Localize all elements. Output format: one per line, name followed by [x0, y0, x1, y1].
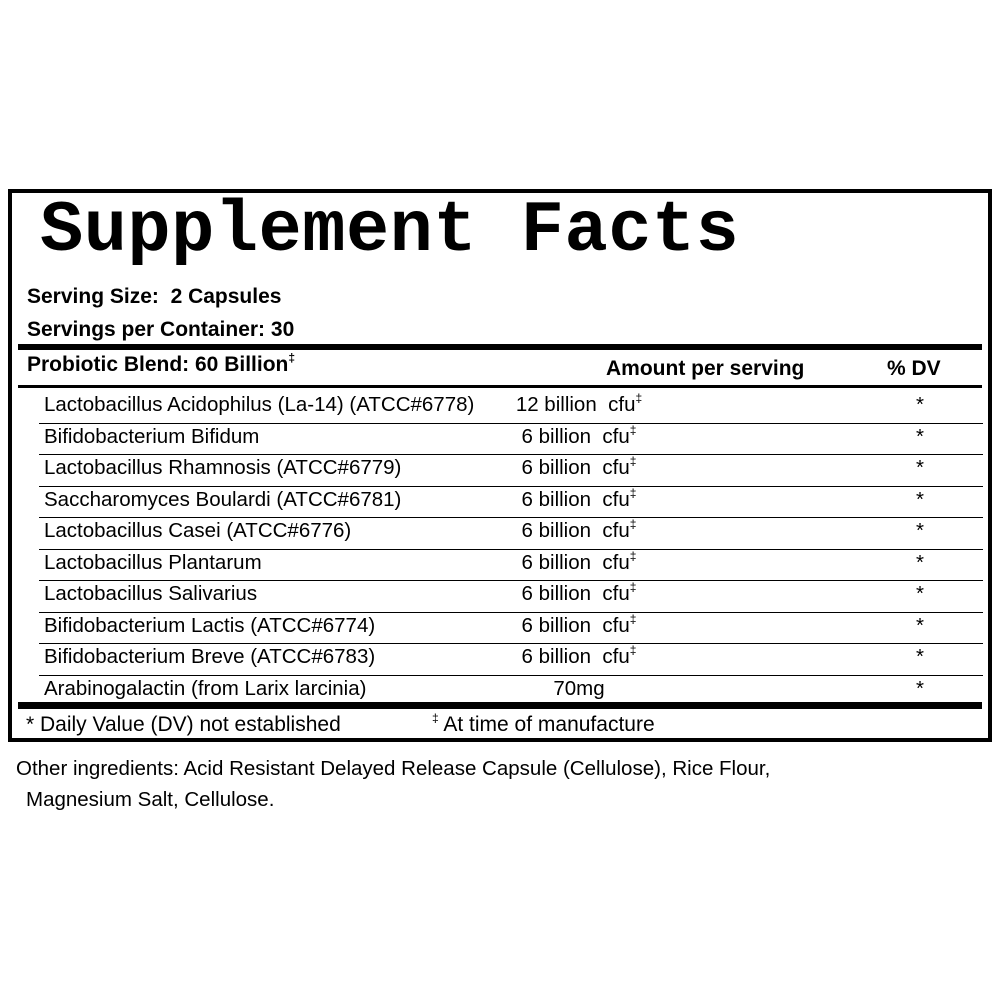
dv-footnote: * Daily Value (DV) not established	[26, 713, 341, 736]
ingredient-amount	[429, 485, 729, 512]
ingredient-name: Arabinogalactin (from Larix larcinia)	[44, 676, 367, 700]
amount-mark: ‡	[629, 611, 637, 626]
servings-per-container	[27, 318, 294, 342]
ingredient-amount	[429, 582, 729, 606]
amount-mark: ‡	[629, 422, 637, 437]
amount-value: 6 billion cfu	[521, 519, 630, 542]
ingredient-amount	[429, 422, 729, 449]
amount-value: 6 billion cfu	[521, 550, 630, 574]
ingredient-name: Saccharomyces Boulardi (ATCC#6781)	[44, 487, 402, 511]
table-row	[39, 455, 983, 487]
amount-value: 6 billion cfu	[521, 582, 630, 605]
amount-value: 6 billion cfu	[521, 613, 630, 637]
table-row	[39, 581, 983, 613]
ingredient-dv: *	[916, 676, 924, 700]
ingredient-dv: *	[916, 424, 924, 448]
ingredient-name: Bifidobacterium Bifidum	[44, 424, 260, 448]
amount-value: 70mg	[553, 676, 605, 700]
ingredient-amount	[429, 393, 729, 417]
ingredient-dv: *	[916, 550, 924, 574]
table-row	[39, 518, 983, 550]
serving-size-label: Serving Size:	[27, 285, 159, 308]
manufacture-footnote	[432, 713, 655, 737]
amount-mark: ‡	[629, 485, 637, 500]
ingredient-name: Bifidobacterium Breve (ATCC#6783)	[44, 645, 376, 668]
thick-divider-bottom	[18, 702, 982, 709]
ingredient-amount	[429, 456, 729, 480]
other-ingredients-line-1: Other ingredients: Acid Resistant Delayed Release Capsule (Cellulose), Rice Flour,	[16, 757, 771, 780]
ingredient-name: Bifidobacterium Lactis (ATCC#6774)	[44, 613, 376, 637]
amount-mark: ‡	[629, 643, 637, 658]
ingredient-amount	[429, 645, 729, 669]
thick-divider-top	[18, 344, 982, 350]
ingredient-name: Lactobacillus Plantarum	[44, 550, 262, 574]
serving-size	[27, 285, 281, 309]
amount-mark: ‡	[629, 454, 637, 469]
table-row	[39, 550, 983, 582]
table-row	[39, 487, 983, 519]
dv-column-header: % DV	[887, 357, 941, 380]
ingredient-name: Lactobacillus Salivarius	[44, 582, 258, 605]
ingredient-name: Lactobacillus Acidophilus (La-14) (ATCC#6778)	[44, 393, 475, 416]
other-ingredients-line-2: Magnesium Salt, Cellulose.	[26, 788, 275, 811]
table-row	[39, 424, 983, 456]
ingredient-table	[39, 392, 983, 706]
supplement-facts-panel	[8, 189, 992, 742]
ingredient-dv: *	[916, 645, 924, 668]
ingredient-name: Lactobacillus Casei (ATCC#6776)	[44, 519, 352, 542]
ingredient-dv: *	[916, 613, 924, 637]
amount-value: 6 billion cfu	[521, 645, 630, 668]
ingredient-dv: *	[916, 393, 924, 416]
servings-per-container-value: 30	[270, 318, 295, 341]
footnote-mark: ‡	[432, 711, 439, 725]
header-divider	[18, 385, 982, 388]
ingredient-amount	[429, 519, 729, 543]
amount-mark: ‡	[629, 548, 637, 563]
ingredient-name: Lactobacillus Rhamnosis (ATCC#6779)	[44, 456, 402, 479]
panel-title: Supplement Facts	[40, 190, 740, 272]
table-row	[39, 392, 983, 424]
table-row	[39, 613, 983, 645]
amount-mark: ‡	[629, 517, 637, 532]
ingredient-dv: *	[916, 582, 924, 605]
amount-value: 12 billion cfu	[515, 393, 636, 416]
servings-per-container-label: Servings per Container:	[27, 318, 266, 341]
ingredient-amount	[429, 548, 729, 575]
amount-column-header: Amount per serving	[606, 357, 805, 380]
amount-mark: ‡	[629, 580, 637, 595]
amount-mark: ‡	[635, 391, 643, 406]
ingredient-dv: *	[916, 456, 924, 479]
ingredient-amount	[429, 611, 729, 638]
amount-value: 6 billion cfu	[521, 487, 630, 511]
ingredient-dv: *	[916, 487, 924, 511]
serving-size-value: 2 Capsules	[170, 285, 282, 308]
ingredient-amount	[429, 677, 729, 701]
ingredient-dv: *	[916, 519, 924, 542]
blend-mark: ‡	[288, 351, 296, 365]
blend-heading	[27, 353, 295, 377]
blend-label: Probiotic Blend: 60 Billion	[27, 353, 289, 376]
amount-value: 6 billion cfu	[521, 456, 630, 479]
amount-value: 6 billion cfu	[521, 424, 630, 448]
footnote-text: At time of manufacture	[443, 713, 655, 736]
table-row	[39, 644, 983, 676]
